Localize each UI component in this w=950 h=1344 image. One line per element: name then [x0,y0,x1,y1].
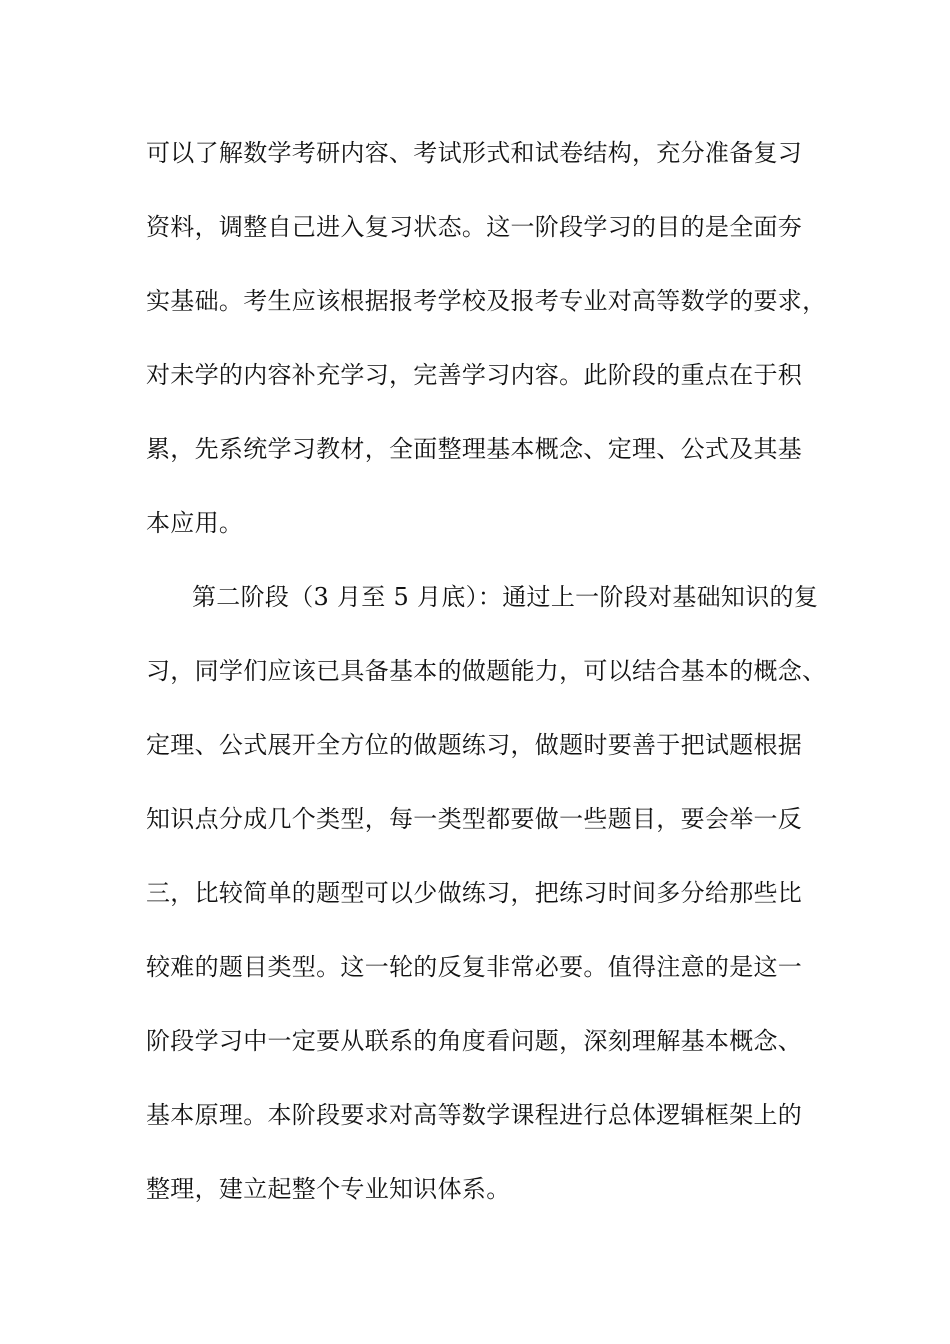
paragraph-line: 定理、公式展开全方位的做题练习，做题时要善于把试题根据 [146,731,803,759]
paragraph-line: 基本原理。本阶段要求对高等数学课程进行总体逻辑框架上的 [146,1101,803,1129]
paragraph-line: 三，比较简单的题型可以少做练习，把练习时间多分给那些比 [146,879,803,907]
paragraph-line: 实基础。考生应该根据报考学校及报考专业对高等数学的要求， [146,287,827,315]
paragraph-line: 对未学的内容补充学习，完善学习内容。此阶段的重点在于积 [146,361,803,389]
paragraph-line: 可以了解数学考研内容、考试形式和试卷结构，充分准备复习 [146,139,803,167]
paragraph-line: 习，同学们应该已具备基本的做题能力，可以结合基本的概念、 [146,657,827,685]
paragraph-line: 阶段学习中一定要从联系的角度看问题，深刻理解基本概念、 [146,1027,803,1055]
paragraph-line: 累，先系统学习教材，全面整理基本概念、定理、公式及其基 [146,435,803,463]
paragraph-line: 较难的题目类型。这一轮的反复非常必要。值得注意的是这一 [146,953,803,981]
paragraph-line: 本应用。 [146,509,244,537]
paragraph-line: 知识点分成几个类型，每一类型都要做一些题目，要会举一反 [146,805,803,833]
paragraph-line: 资料，调整自己进入复习状态。这一阶段学习的目的是全面夯 [146,213,803,241]
paragraph-line: 第二阶段（3 月至 5 月底）：通过上一阶段对基础知识的复 [192,583,819,611]
paragraph-line: 整理，建立起整个专业知识体系。 [146,1175,511,1203]
